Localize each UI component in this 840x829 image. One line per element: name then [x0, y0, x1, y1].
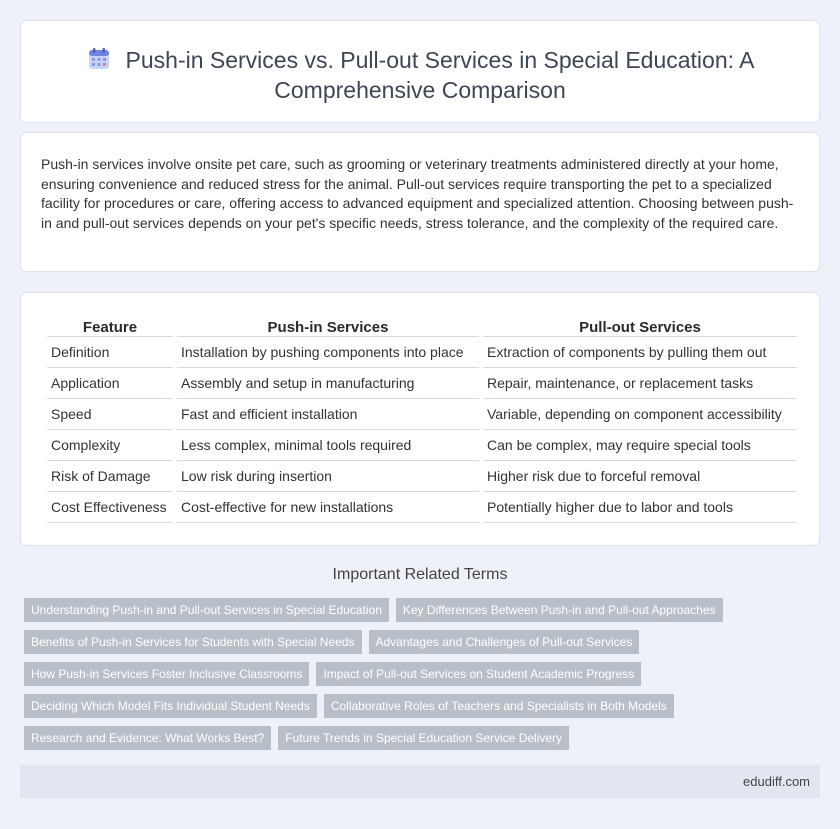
table-cell: Risk of Damage: [47, 461, 173, 492]
related-term-link[interactable]: How Push-in Services Foster Inclusive Classrooms: [24, 662, 309, 686]
table-cell: Speed: [47, 399, 173, 430]
related-terms-heading: Important Related Terms: [332, 566, 508, 583]
related-terms-list: [24, 598, 724, 758]
related-term-link[interactable]: Future Trends in Special Education Service Delivery: [278, 726, 569, 750]
table-cell: Higher risk due to forceful removal: [483, 461, 797, 492]
table-cell: Installation by pushing components into place: [177, 337, 479, 368]
related-term-link[interactable]: Collaborative Roles of Teachers and Specialists in Both Models: [324, 694, 674, 718]
title-line-2: Comprehensive Comparison: [274, 77, 566, 103]
table-cell: Cost Effectiveness: [47, 492, 173, 523]
related-term-link[interactable]: Advantages and Challenges of Pull-out Services: [369, 630, 640, 654]
table-cell: Less complex, minimal tools required: [177, 430, 479, 461]
table-cell: Repair, maintenance, or replacement tasks: [483, 368, 797, 399]
table-row: [47, 430, 797, 461]
related-term-link[interactable]: Key Differences Between Push-in and Pull-out Approaches: [396, 598, 723, 622]
table-cell: Extraction of components by pulling them out: [483, 337, 797, 368]
tag-row: [24, 630, 724, 662]
title-line-1: Push-in Services vs. Pull-out Services in Special Education: A: [125, 47, 755, 73]
header-push-in: Push-in Services: [177, 315, 479, 337]
tag-row: [24, 694, 724, 726]
footer: [20, 765, 820, 798]
table-row: [47, 492, 797, 523]
table-cell: Definition: [47, 337, 173, 368]
related-term-link[interactable]: Impact of Pull-out Services on Student Academic Progress: [316, 662, 641, 686]
table-cell: Complexity: [47, 430, 173, 461]
tag-row: [24, 726, 724, 758]
table-cell: Application: [47, 368, 173, 399]
related-term-link[interactable]: Benefits of Push-in Services for Students with Special Needs: [24, 630, 362, 654]
comparison-table: [43, 315, 801, 523]
page-title: [21, 45, 819, 105]
comparison-card: [20, 292, 820, 546]
table-cell: Assembly and setup in manufacturing: [177, 368, 479, 399]
tag-row: [24, 598, 724, 630]
related-term-link[interactable]: Understanding Push-in and Pull-out Services in Special Education: [24, 598, 389, 622]
calendar-icon: [86, 46, 112, 72]
table-row: [47, 368, 797, 399]
table-cell: Variable, depending on component accessibility: [483, 399, 797, 430]
table-row: [47, 399, 797, 430]
header-feature: Feature: [47, 315, 173, 337]
table-cell: Low risk during insertion: [177, 461, 479, 492]
table-row: [47, 337, 797, 368]
site-name[interactable]: edudiff.com: [743, 774, 810, 789]
tag-row: [24, 662, 724, 694]
title-card: [20, 20, 820, 123]
header-pull-out: Pull-out Services: [483, 315, 797, 337]
table-cell: Cost-effective for new installations: [177, 492, 479, 523]
intro-paragraph: Push-in services involve onsite pet care, such as grooming or veterinary treatments administered directly at your home, ensuring convenience and reduced stress for the animal. Pull-out services require transporting the pet to a specialized facility for procedures or care, offering access to advanced equipment and specialized attention. Choosing between push-in and pull-out services depends on your pet's specific needs, stress tolerance, and the complexity of the required care.: [41, 156, 794, 231]
related-term-link[interactable]: Research and Evidence: What Works Best?: [24, 726, 271, 750]
table-row: [47, 461, 797, 492]
intro-card: [20, 132, 820, 272]
table-cell: Can be complex, may require special tools: [483, 430, 797, 461]
related-term-link[interactable]: Deciding Which Model Fits Individual Student Needs: [24, 694, 317, 718]
table-cell: Fast and efficient installation: [177, 399, 479, 430]
table-header-row: [47, 315, 797, 337]
table-cell: Potentially higher due to labor and tools: [483, 492, 797, 523]
